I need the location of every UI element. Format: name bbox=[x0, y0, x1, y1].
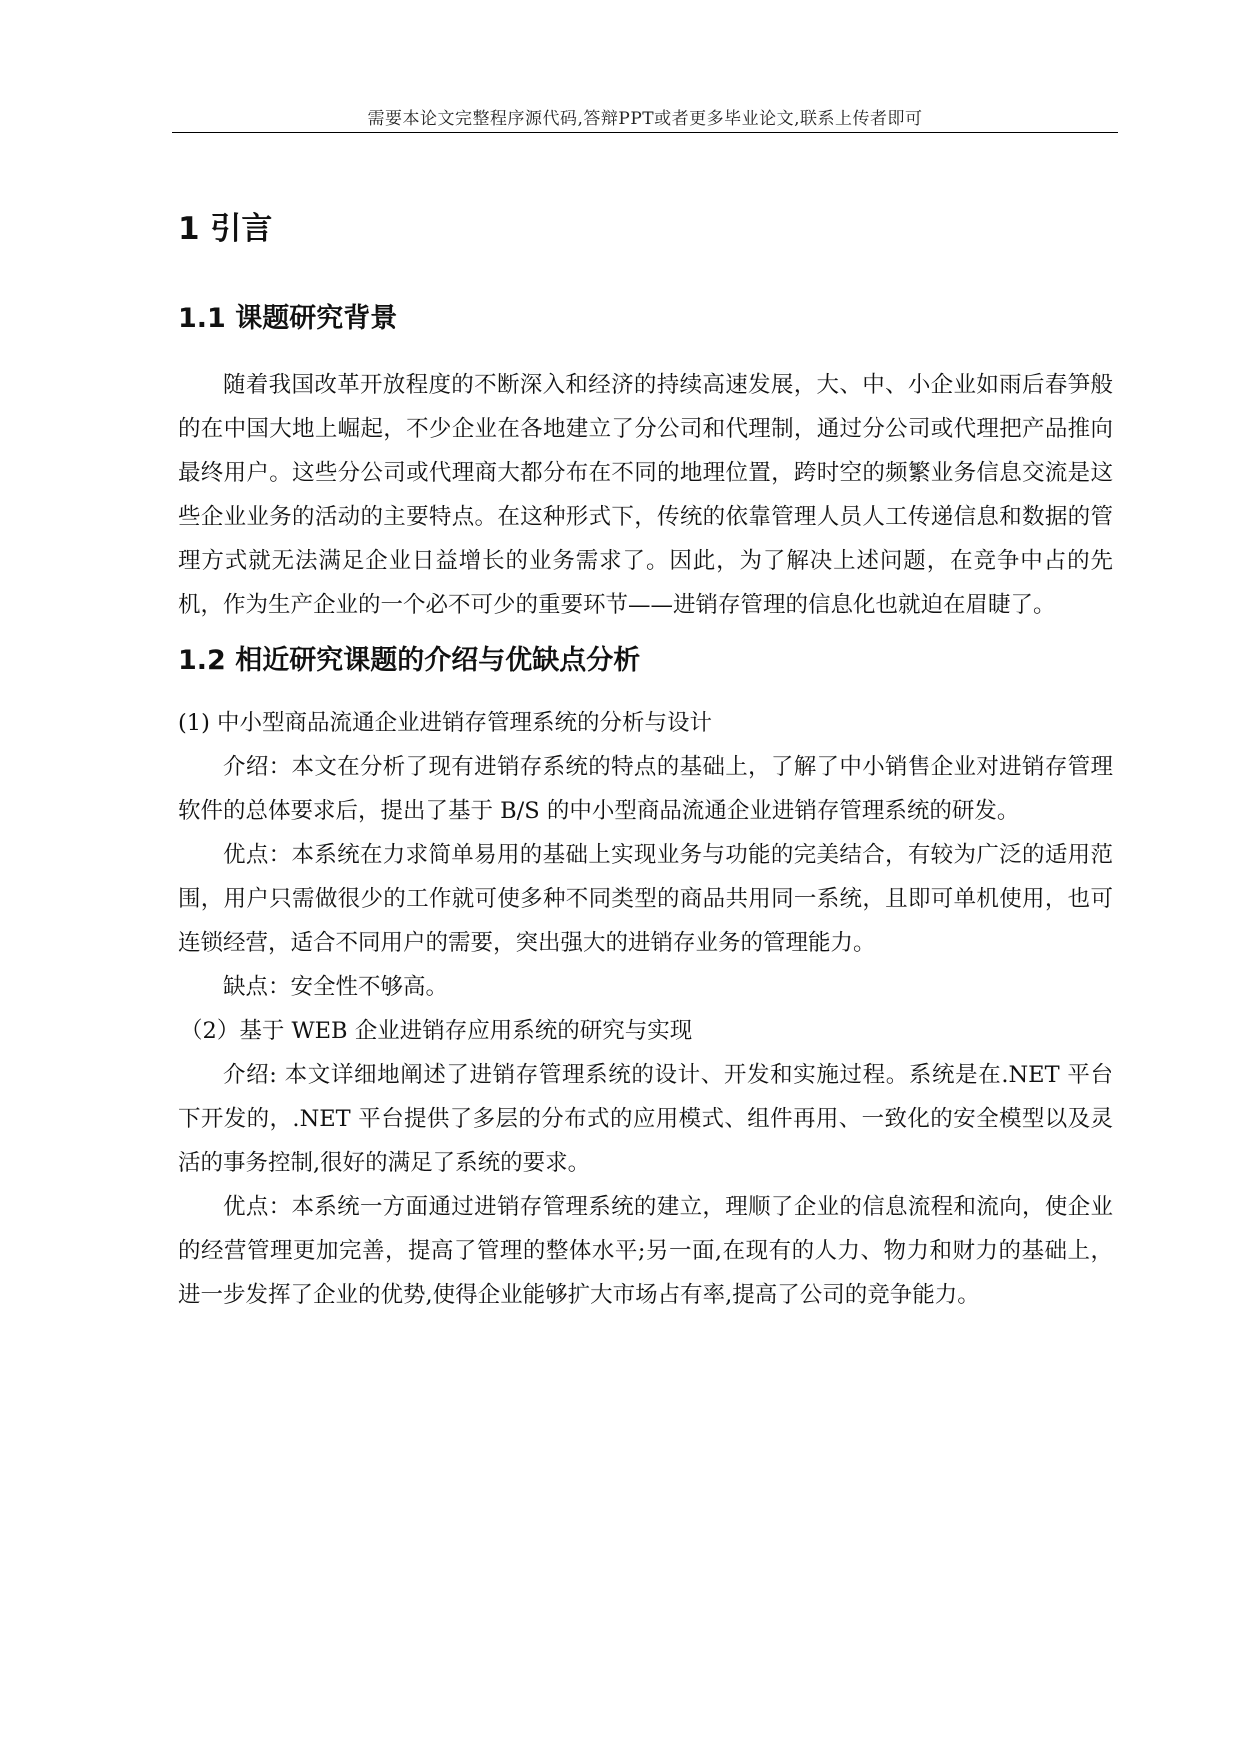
chapter-title: 1 引言 bbox=[178, 211, 273, 247]
item-1-title: (1) 中小型商品流通企业进销存管理系统的分析与设计 bbox=[178, 710, 713, 736]
item-1-intro: 介绍：本文在分析了现有进销存系统的特点的基础上，了解了中小销售企业对进销存管理软件的总体要求后，提出了基于 B/S 的中小型商品流通企业进销存管理系统的研发。 bbox=[178, 754, 1113, 824]
header-rule bbox=[172, 132, 1118, 133]
page-content bbox=[178, 205, 1113, 1317]
section-title-1-2: 1.2 相近研究课题的介绍与优缺点分析 bbox=[178, 645, 641, 676]
item-2-title: （2）基于 WEB 企业进销存应用系统的研究与实现 bbox=[180, 1018, 693, 1044]
item-2-intro: 介绍: 本文详细地阐述了进销存管理系统的设计、开发和实施过程。系统是在.NET 平台下开发的，.NET 平台提供了多层的分布式的应用模式、组件再用、一致化的安全模型以及灵活的事务控制,很好的满足了系统的要求。 bbox=[178, 1062, 1113, 1176]
item-1-cons: 缺点：安全性不够高。 bbox=[223, 974, 449, 1000]
page-header: 需要本论文完整程序源代码,答辩PPT或者更多毕业论文,联系上传者即可 bbox=[367, 109, 923, 129]
item-1-pros: 优点：本系统在力求简单易用的基础上实现业务与功能的完美结合，有较为广泛的适用范围，用户只需做很少的工作就可使多种不同类型的商品共用同一系统，且即可单机使用，也可连锁经营，适合不同用户的需要，突出强大的进销存业务的管理能力。 bbox=[178, 842, 1113, 956]
item-2-pros: 优点：本系统一方面通过进销存管理系统的建立，理顺了企业的信息流程和流向，使企业的经营管理更加完善，提高了管理的整体水平;另一面,在现有的人力、物力和财力的基础上，进一步发挥了企业的优势,使得企业能够扩大市场占有率,提高了公司的竞争能力。 bbox=[178, 1194, 1113, 1308]
section-title-1-1: 1.1 课题研究背景 bbox=[178, 303, 398, 334]
background-paragraph: 随着我国改革开放程度的不断深入和经济的持续高速发展，大、中、小企业如雨后春笋般的在中国大地上崛起，不少企业在各地建立了分公司和代理制，通过分公司或代理把产品推向最终用户。这些分公司或代理商大都分布在不同的地理位置，跨时空的频繁业务信息交流是这些企业业务的活动的主要特点。在这种形式下，传统的依靠管理人员人工传递信息和数据的管理方式就无法满足企业日益增长的业务需求了。因此，为了解决上述问题，在竞争中占的先机，作为生产企业的一个必不可少的重要环节——进销存管理的信息化也就迫在眉睫了。 bbox=[178, 372, 1113, 618]
